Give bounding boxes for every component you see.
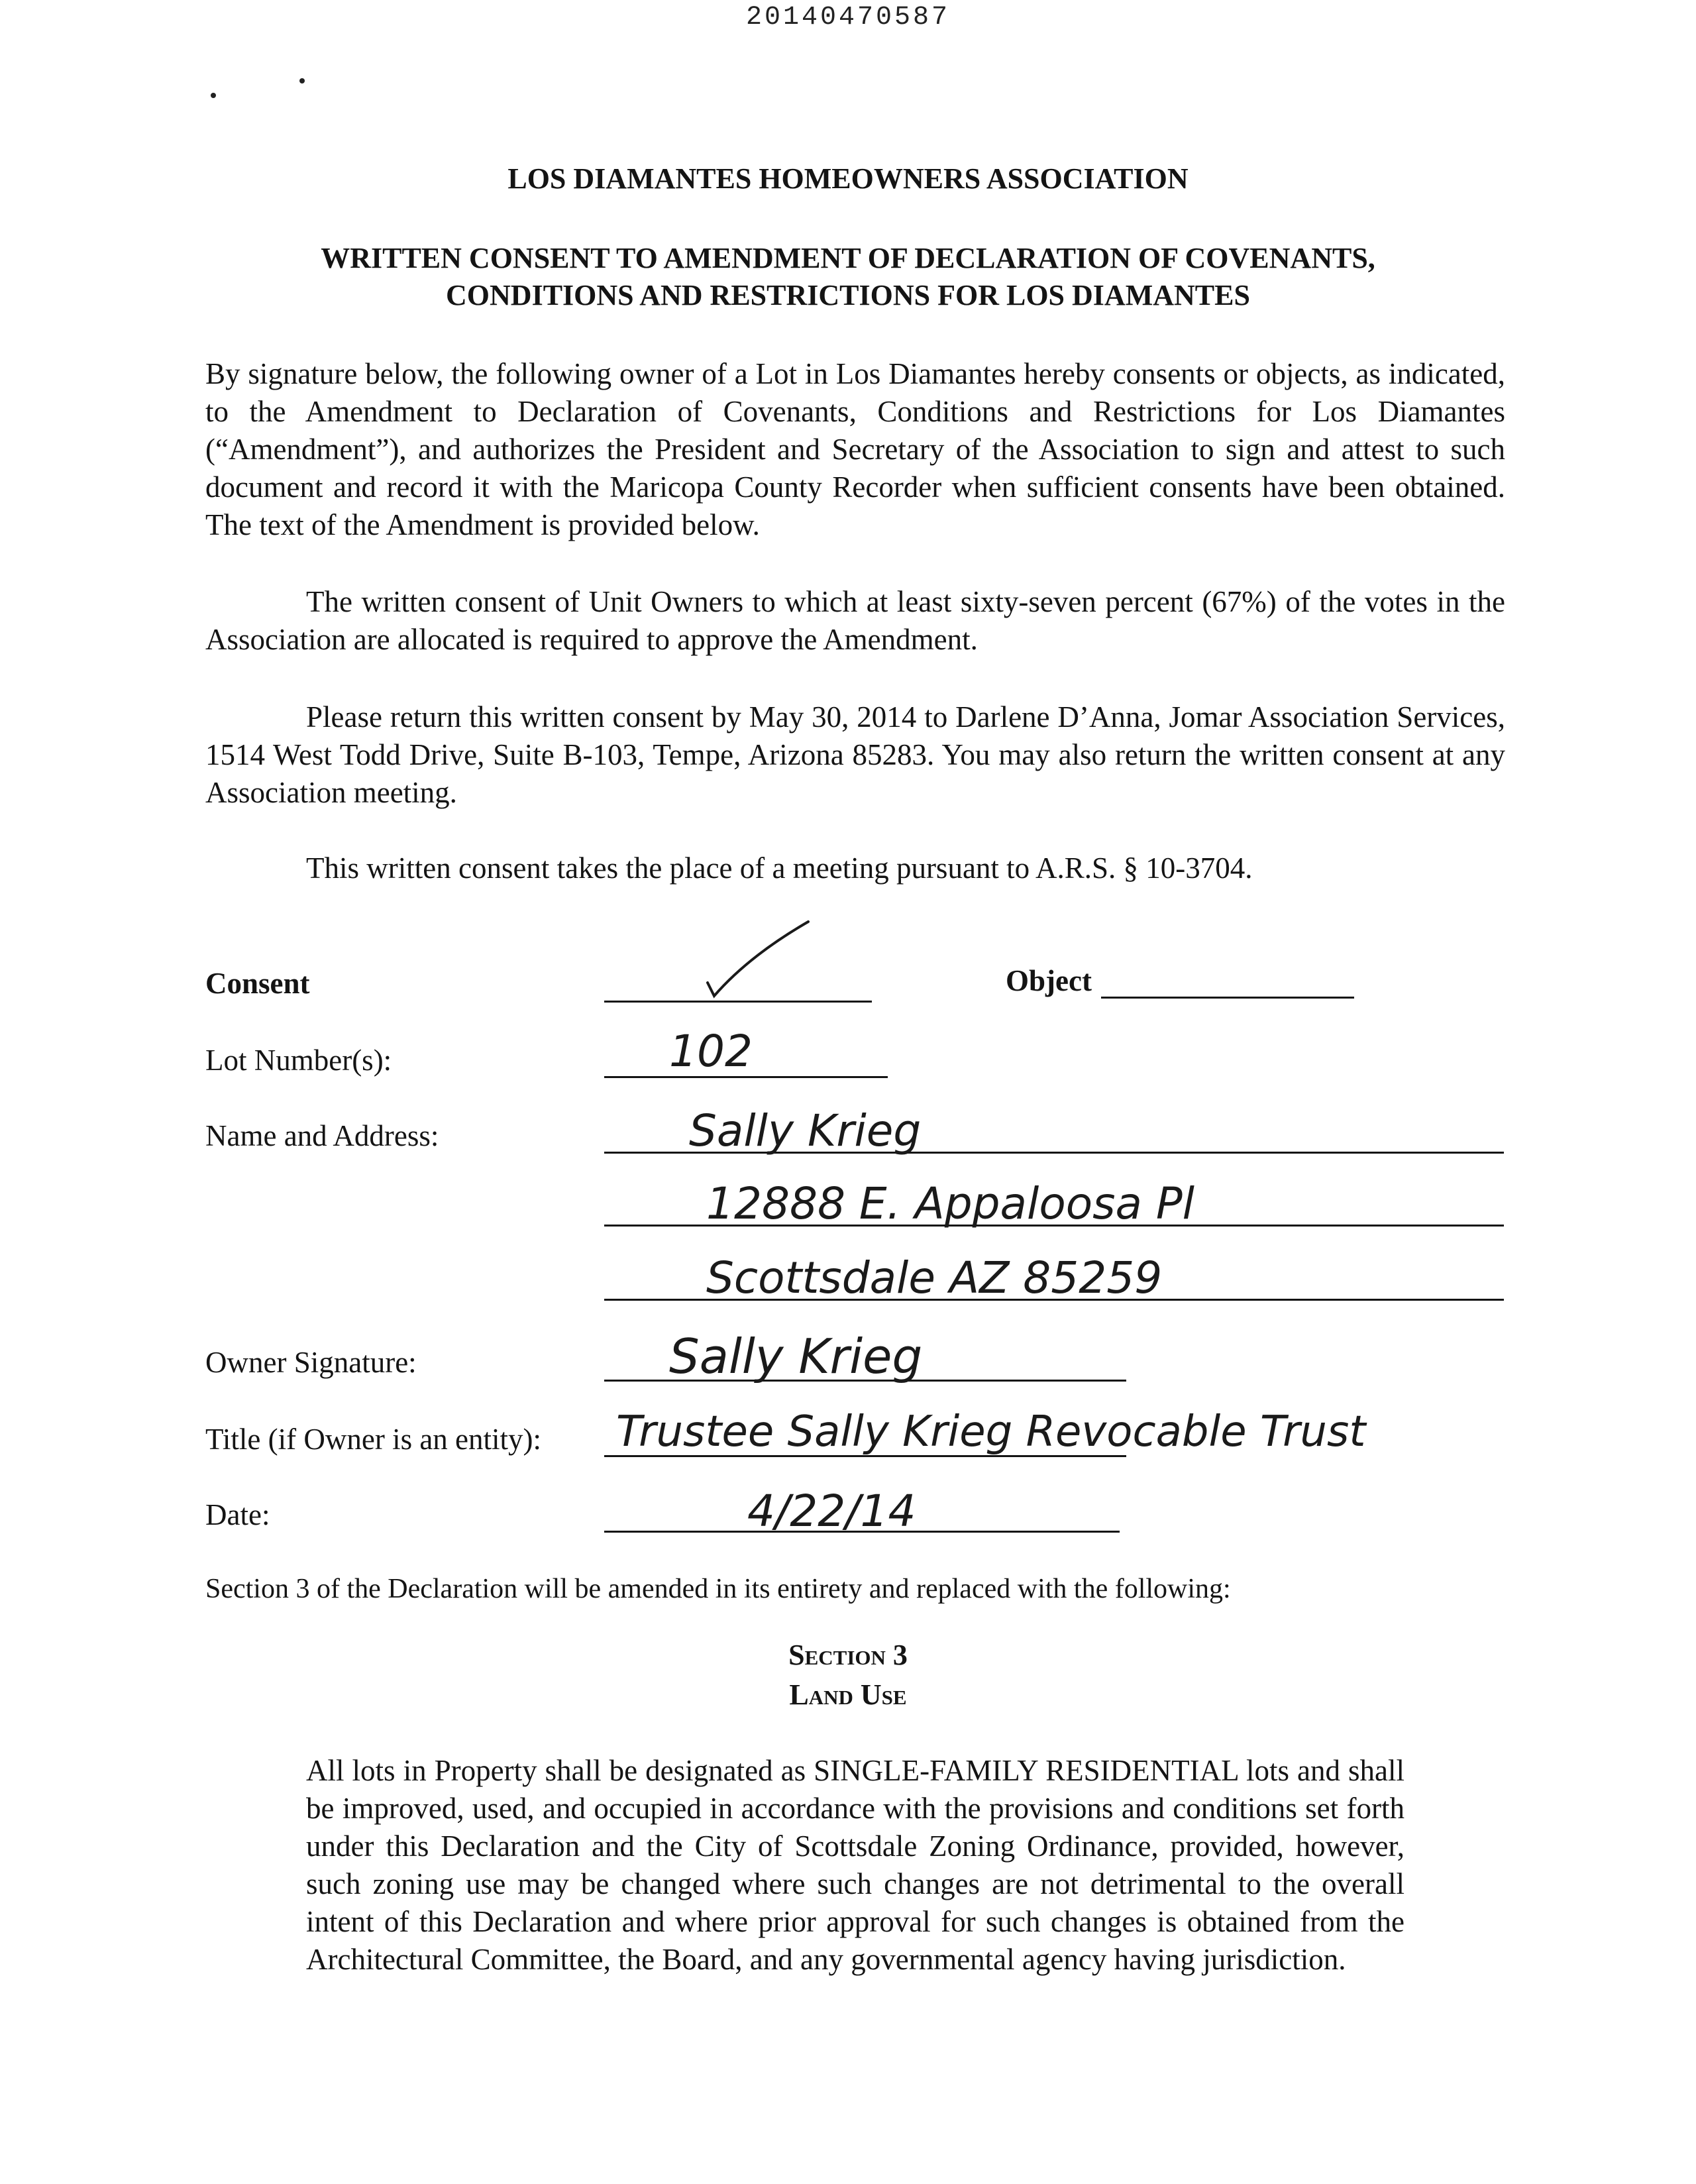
- object-label: Object: [1006, 964, 1092, 997]
- owner-signature-value: Sally Krieg: [669, 1329, 923, 1384]
- consent-label: Consent: [205, 967, 310, 1000]
- owner-name-value: Sally Krieg: [689, 1105, 922, 1156]
- intro-paragraph: By signature below, the following owner of a Lot in Los Diamantes hereby consents or objects, as indicated, to the Amendment to Declaration of Covenants, Conditions and Restrictions for Los Diamantes (“Amendment”), and authorizes the President and Secretary of the Association to sign and attest to such document and record it with the Maricopa County Recorder when sufficient consents have been obtained. The text of the Amendment is provided below.: [205, 357, 1505, 541]
- address-line-1-value: 12888 E. Appaloosa Pl: [706, 1178, 1195, 1229]
- date-value: 4/22/14: [747, 1486, 916, 1537]
- address-line-2-value: Scottsdale AZ 85259: [706, 1252, 1163, 1303]
- consent-line[interactable]: [604, 1001, 872, 1003]
- lot-value: 102: [669, 1026, 753, 1077]
- owner-title-value: Trustee Sally Krieg Revocable Trust: [616, 1407, 1366, 1456]
- return-paragraph: [205, 698, 1505, 812]
- section-body: All lots in Property shall be designated as SINGLE-FAMILY RESIDENTIAL lots and shall be improved, used, and occupied in accordance with the provisions and conditions set forth under this Declaration and the City of Scottsdale Zoning Ordinance, provided, however, such zoning use may be changed where such changes are not detrimental to the overall intent of this Declaration and where prior approval for such changes is obtained from the Architectural Committee, the Board, and any governmental agency having jurisdiction.: [306, 1754, 1404, 1976]
- name-address-label: Name and Address:: [205, 1119, 439, 1152]
- meeting-text: This written consent takes the place of a meeting pursuant to A.R.S. § 10-3704.: [306, 851, 1253, 885]
- title-label: Title (if Owner is an entity):: [205, 1423, 542, 1456]
- association-title: LOS DIAMANTES HOMEOWNERS ASSOCIATION: [507, 162, 1189, 195]
- scan-speck: [299, 78, 305, 83]
- lot-label: Lot Number(s):: [205, 1044, 392, 1077]
- meeting-paragraph: [205, 849, 1505, 887]
- section-intro: Section 3 of the Declaration will be amended in its entirety and replaced with the following:: [205, 1574, 1231, 1604]
- section-heading: Section 3: [788, 1639, 908, 1671]
- consent-title-line-1: WRITTEN CONSENT TO AMENDMENT OF DECLARATION OF COVENANTS,: [321, 242, 1375, 274]
- document-number: 20140470587: [745, 3, 951, 32]
- requirement-paragraph: [205, 583, 1505, 659]
- owner-signature-label: Owner Signature:: [205, 1346, 417, 1379]
- consent-title-line-2: CONDITIONS AND RESTRICTIONS FOR LOS DIAMANTES: [446, 279, 1250, 311]
- object-line[interactable]: [1101, 997, 1354, 999]
- return-text: Please return this written consent by May 30, 2014 to Darlene D’Anna, Jomar Association Services, 1514 West Todd Drive, Suite B-103, Tempe, Arizona 85283. You may also return the written consent at any Association meeting.: [205, 700, 1505, 809]
- checkmark-icon: [702, 918, 815, 1000]
- requirement-text: The written consent of Unit Owners to which at least sixty-seven percent (67%) of the votes in the Association are allocated is required to approve the Amendment.: [205, 585, 1505, 656]
- date-label: Date:: [205, 1498, 270, 1531]
- section-subheading: Land Use: [789, 1678, 907, 1711]
- scan-speck: [211, 93, 216, 98]
